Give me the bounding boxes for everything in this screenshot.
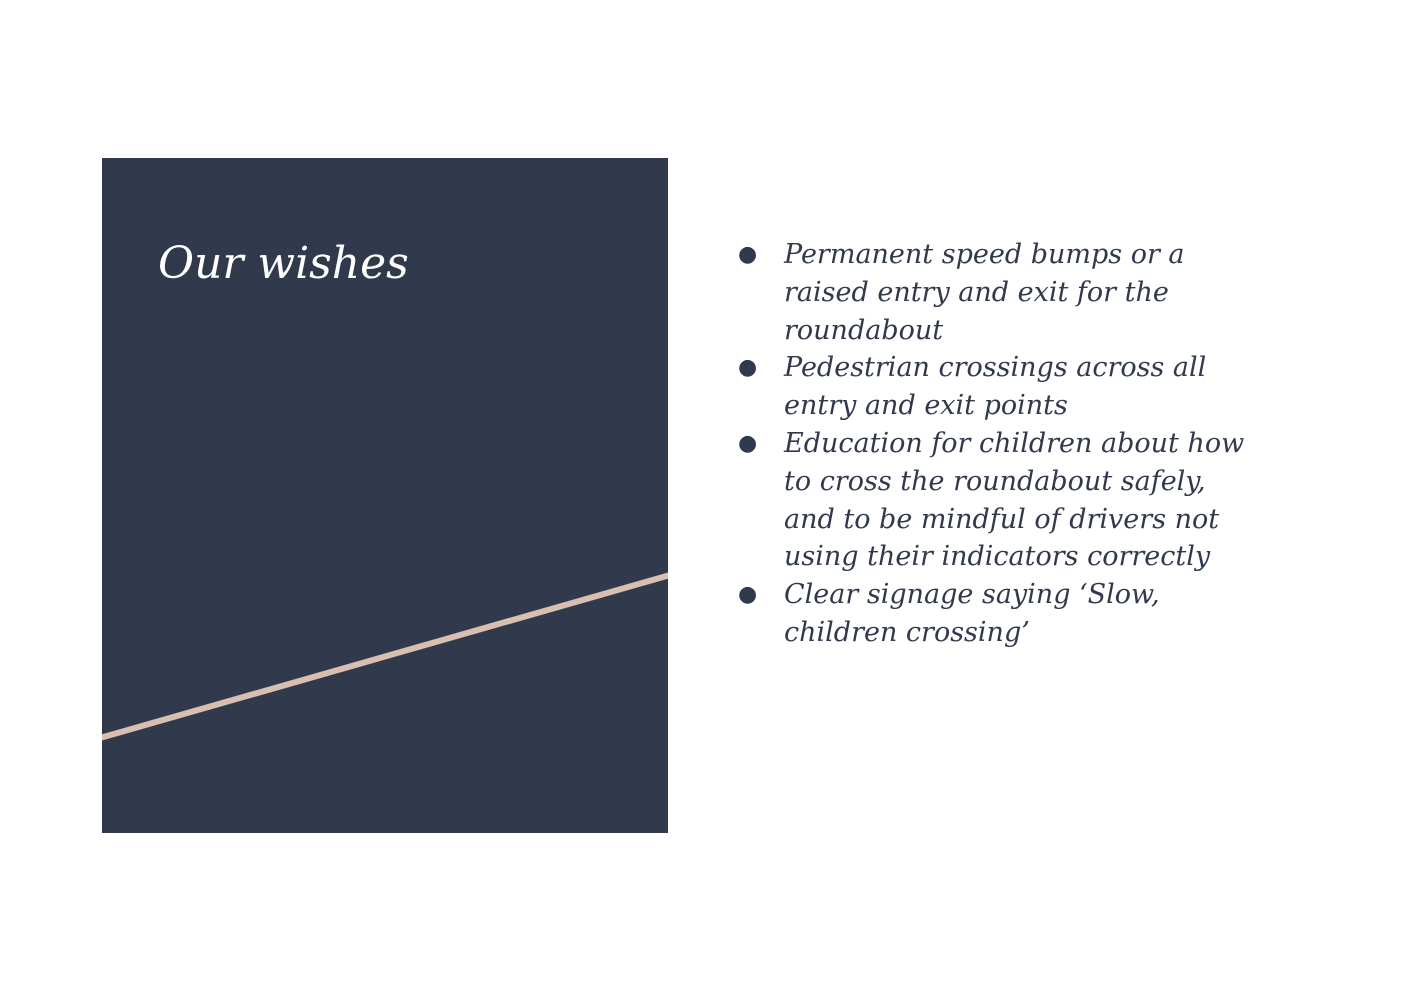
slide-title: Our wishes	[158, 238, 409, 289]
wish-item-signage	[738, 576, 1258, 652]
accent-stroke	[102, 575, 668, 738]
wish-text: Clear signage saying ‘Slow, children crossing’	[784, 579, 1160, 648]
bullet-icon: ●	[738, 242, 758, 267]
bullet-icon: ●	[738, 355, 758, 381]
bullet-icon: ●	[738, 582, 758, 608]
bullet-icon: ●	[738, 430, 758, 456]
wish-item-pedestrian-crossings	[738, 349, 1258, 425]
wish-text: Pedestrian crossings across all entry and exit points	[784, 352, 1207, 422]
wish-item-speed-bumps	[738, 236, 1258, 349]
wishes-list	[738, 236, 1258, 652]
wish-item-education	[738, 425, 1258, 576]
wish-text: Permanent speed bumps or a raised entry and exit for the roundabout	[784, 239, 1185, 346]
wish-text: Education for children about how to cross the roundabout safely, and to be mindful of drivers not using their indicators correctly	[784, 427, 1245, 573]
title-panel	[102, 158, 668, 833]
